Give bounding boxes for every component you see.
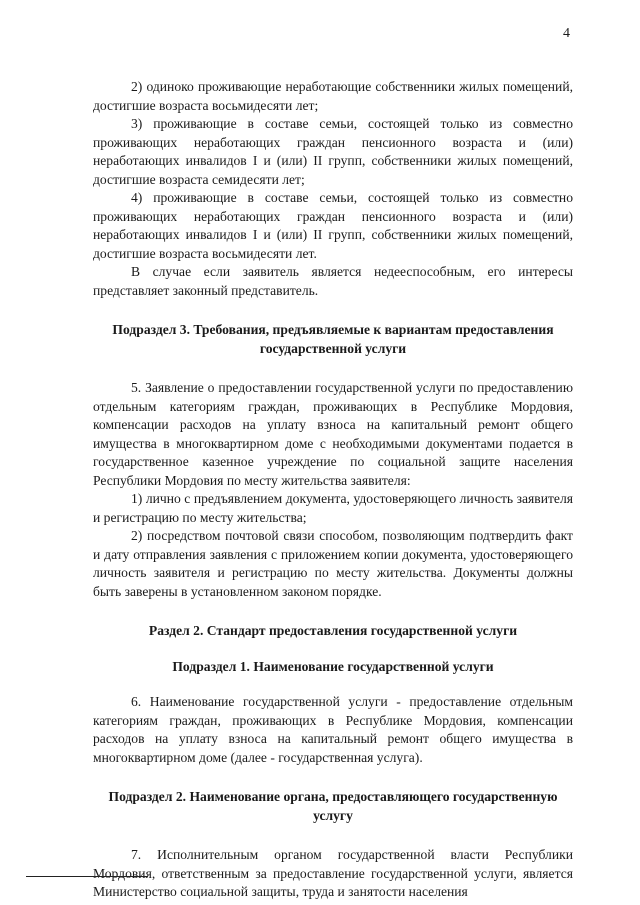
subsection-1-heading: Подраздел 1. Наименование государственной услуги (172, 658, 494, 674)
page-number: 4 (563, 26, 570, 41)
submission-method-1: 1) лично с предъявлением документа, удостоверяющего личность заявителя и регистрацию по месту жительства; (93, 491, 573, 525)
paragraph-5: 5. Заявление о предоставлении государственной услуги по предоставлению отдельным категориям граждан, проживающих в Республике Мордовия, компенсации расходов на уплату взноса на капитальный ремонт общего имущества в многоквартирном доме с необходимыми документами подается в государственное казенное учреждение по социальной защите населения Республики Мордовия по месту жительства заявителя: (93, 380, 573, 488)
document-body (93, 78, 573, 902)
subsection-2-heading: Подраздел 2. Наименование органа, предоставляющего государственную услугу (108, 789, 558, 823)
submission-method-2: 2) посредством почтовой связи способом, позволяющим подтвердить факт и дату отправления заявления с приложением копии документа, удостоверяющего личность заявителя и регистрацию по месту жительства. Документы должны быть заверены в установленном законом порядке. (93, 528, 573, 599)
list-item-3: 3) проживающие в составе семьи, состоящей только из совместно проживающих неработающих граждан пенсионного возраста и (или) неработающих инвалидов I и (или) II групп, собственники жилых помещений, достигшие возраста семидесяти лет; (93, 116, 573, 187)
paragraph-6: 6. Наименование государственной услуги - предоставление отдельным категориям граждан, проживающих в Республике Мордовия, компенсации расходов на уплату взноса на капитальный ремонт общего имущества в многоквартирном доме (далее - государственная услуга). (93, 694, 573, 765)
paragraph-7: 7. Исполнительным органом государственной власти Республики Мордовия, ответственным за предоставление государственной услуги, является Министерство социальной защиты, труда и занятости населения (93, 847, 573, 899)
list-item-2: 2) одиноко проживающие неработающие собственники жилых помещений, достигшие возраста восьмидесяти лет; (93, 79, 573, 113)
subsection-3-heading: Подраздел 3. Требования, предъявляемые к вариантам предоставления государственной услуги (112, 322, 554, 356)
list-item-4: 4) проживающие в составе семьи, состоящей только из совместно проживающих неработающих граждан пенсионного возраста и (или) неработающих инвалидов I и (или) II групп, собственники жилых помещений, достигшие возраста восьмидесяти лет. (93, 190, 573, 261)
incapacity-paragraph: В случае если заявитель является недееспособным, его интересы представляет законный представитель. (93, 264, 573, 298)
section-2-heading: Раздел 2. Стандарт предоставления государственной услуги (148, 623, 518, 638)
footnote-divider (26, 876, 148, 877)
